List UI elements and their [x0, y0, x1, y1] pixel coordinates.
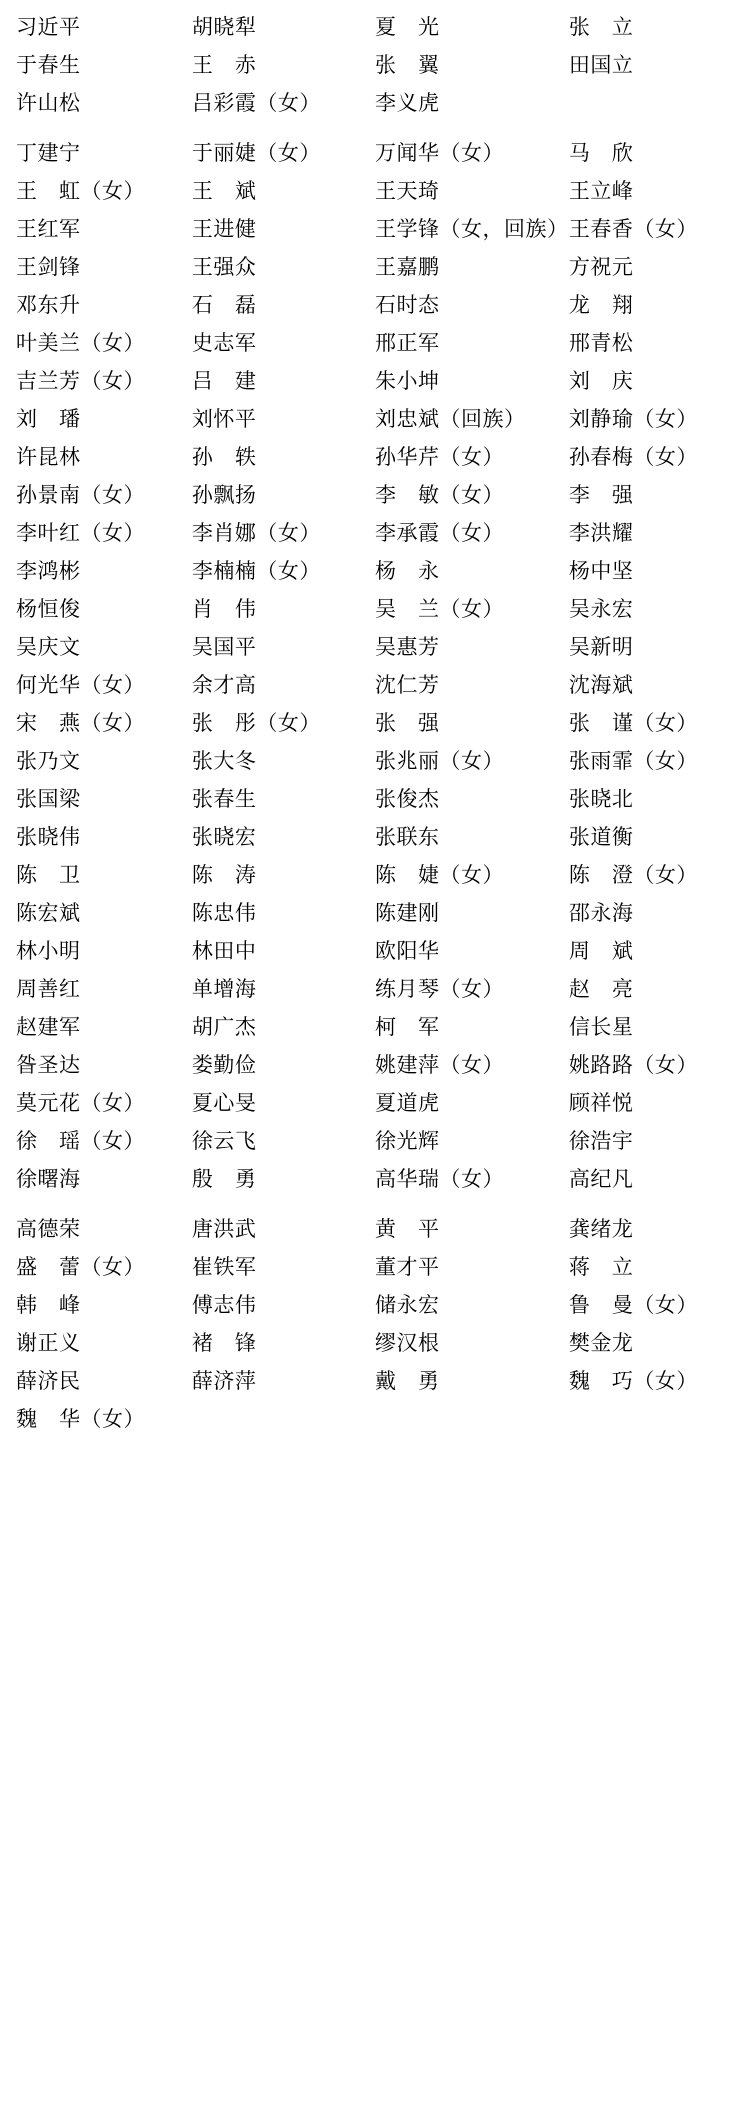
name-cell: 万闻华（女）	[374, 141, 504, 165]
name-cell: 邵永海	[568, 901, 634, 925]
spacer-cell	[569, 122, 734, 134]
name-cell: 朱小坤	[374, 369, 440, 393]
name-cell: 孙景南（女）	[16, 483, 145, 507]
name-cell: 龙 翔	[568, 293, 634, 317]
table-row	[16, 134, 734, 172]
table-row	[16, 84, 734, 122]
name-cell: 王进健	[191, 217, 257, 241]
name-cell: 赵建军	[16, 1015, 81, 1039]
name-cell: 肖 伟	[191, 597, 257, 621]
name-cell: 夏心旻	[191, 1091, 257, 1115]
name-cell: 张晓伟	[16, 825, 81, 849]
name-cell: 魏 华（女）	[16, 1407, 145, 1431]
spacer-cell	[375, 122, 569, 134]
name-cell: 吴 兰（女）	[374, 597, 504, 621]
name-cell: 吴国平	[191, 635, 257, 659]
name-cell: 邓东升	[16, 293, 81, 317]
name-cell: 杨恒俊	[16, 597, 81, 621]
table-row	[16, 8, 734, 46]
name-cell	[375, 1400, 569, 1438]
spacer-row	[16, 1198, 734, 1210]
table-row	[16, 400, 734, 438]
name-cell: 林小明	[16, 939, 81, 963]
spacer-cell	[16, 122, 192, 134]
table-row	[16, 1362, 734, 1400]
name-cell: 徐 瑶（女）	[16, 1129, 145, 1153]
table-row	[16, 780, 734, 818]
table-row	[16, 552, 734, 590]
name-cell: 李楠楠（女）	[191, 559, 321, 583]
table-row	[16, 704, 734, 742]
name-cell: 吴新明	[568, 635, 634, 659]
name-cell: 王学锋（女，回族）	[374, 217, 569, 241]
name-cell: 王剑锋	[16, 255, 81, 279]
spacer-cell	[192, 122, 375, 134]
name-cell: 练月琴（女）	[374, 977, 504, 1001]
name-cell: 顾祥悦	[568, 1091, 634, 1115]
name-cell: 吴永宏	[568, 597, 634, 621]
name-cell: 徐浩宇	[568, 1129, 634, 1153]
name-cell: 张 立	[568, 15, 634, 39]
spacer-cell	[569, 1198, 734, 1210]
table-row	[16, 1160, 734, 1198]
name-cell: 张联东	[374, 825, 440, 849]
name-cell: 戴 勇	[374, 1369, 440, 1393]
table-row	[16, 628, 734, 666]
name-cell: 余才高	[191, 673, 257, 697]
name-cell: 于丽婕（女）	[191, 141, 321, 165]
name-cell: 许山松	[16, 91, 81, 115]
name-cell: 张大冬	[191, 749, 257, 773]
name-cell: 傅志伟	[191, 1293, 257, 1317]
name-cell: 杨中坚	[568, 559, 634, 583]
table-row	[16, 514, 734, 552]
name-cell: 沈海斌	[568, 673, 634, 697]
name-cell: 方祝元	[568, 255, 634, 279]
name-cell: 习近平	[16, 15, 81, 39]
table-row	[16, 894, 734, 932]
name-cell: 黄 平	[374, 1217, 440, 1241]
name-cell: 高德荣	[16, 1217, 81, 1241]
name-cell: 龚绪龙	[568, 1217, 634, 1241]
name-cell: 陈 澄（女）	[568, 863, 698, 887]
name-cell: 欧阳华	[374, 939, 440, 963]
table-row	[16, 856, 734, 894]
name-cell: 魏 巧（女）	[568, 1369, 698, 1393]
table-row	[16, 476, 734, 514]
name-cell: 刘静瑜（女）	[568, 407, 698, 431]
name-cell: 薛济萍	[191, 1369, 257, 1393]
name-cell: 何光华（女）	[16, 673, 145, 697]
name-cell: 周善红	[16, 977, 81, 1001]
name-cell: 樊金龙	[568, 1331, 634, 1355]
name-cell: 储永宏	[374, 1293, 440, 1317]
table-row	[16, 1084, 734, 1122]
table-row	[16, 286, 734, 324]
name-cell: 谢正义	[16, 1331, 81, 1355]
name-cell: 缪汉根	[374, 1331, 440, 1355]
table-row	[16, 1210, 734, 1248]
name-cell: 李 敏（女）	[374, 483, 504, 507]
name-cell: 徐云飞	[191, 1129, 257, 1153]
table-row	[16, 1008, 734, 1046]
name-cell: 陈 卫	[16, 863, 81, 887]
name-cell: 孙 轶	[191, 445, 257, 469]
name-cell: 许昆林	[16, 445, 81, 469]
name-cell: 张晓北	[568, 787, 634, 811]
name-cell: 殷 勇	[191, 1167, 257, 1191]
name-cell: 陈 婕（女）	[374, 863, 504, 887]
name-cell: 陈建刚	[374, 901, 440, 925]
name-cell: 李肖娜（女）	[191, 521, 321, 545]
name-cell: 胡晓犁	[191, 15, 257, 39]
table-row	[16, 1324, 734, 1362]
table-row	[16, 362, 734, 400]
name-cell: 王 斌	[191, 179, 257, 203]
table-row	[16, 248, 734, 286]
name-cell: 崔铁军	[191, 1255, 257, 1279]
name-cell: 石 磊	[191, 293, 257, 317]
name-cell: 吴惠芳	[374, 635, 440, 659]
table-row	[16, 46, 734, 84]
name-cell: 张雨霏（女）	[568, 749, 698, 773]
name-cell: 王立峰	[568, 179, 634, 203]
name-cell: 李鸿彬	[16, 559, 81, 583]
name-cell: 丁建宁	[16, 141, 81, 165]
name-cell: 姚建萍（女）	[374, 1053, 504, 1077]
name-cell: 娄勤俭	[191, 1053, 257, 1077]
name-cell: 李洪耀	[568, 521, 634, 545]
name-cell: 张 强	[374, 711, 440, 735]
name-cell: 赵 亮	[568, 977, 634, 1001]
name-cell: 信长星	[568, 1015, 634, 1039]
table-row	[16, 1286, 734, 1324]
table-row	[16, 438, 734, 476]
name-cell: 刘 庆	[568, 369, 634, 393]
name-cell: 夏道虎	[374, 1091, 440, 1115]
name-cell: 昝圣达	[16, 1053, 81, 1077]
name-cell: 张兆丽（女）	[374, 749, 504, 773]
name-list-table	[16, 8, 734, 1438]
name-cell: 李承霞（女）	[374, 521, 504, 545]
name-cell: 徐光辉	[374, 1129, 440, 1153]
name-cell: 刘忠斌（回族）	[374, 407, 526, 431]
name-cell: 韩 峰	[16, 1293, 81, 1317]
name-cell: 王 虹（女）	[16, 179, 145, 203]
name-cell: 盛 蕾（女）	[16, 1255, 145, 1279]
name-cell: 刘 璠	[16, 407, 81, 431]
name-cell	[569, 1400, 734, 1438]
name-cell: 李 强	[568, 483, 634, 507]
name-cell: 张 翼	[374, 53, 440, 77]
name-cell: 王强众	[191, 255, 257, 279]
table-row	[16, 1122, 734, 1160]
name-cell: 鲁 曼（女）	[568, 1293, 698, 1317]
name-cell: 吴庆文	[16, 635, 81, 659]
name-cell: 石时态	[374, 293, 440, 317]
name-cell: 徐曙海	[16, 1167, 81, 1191]
name-cell: 沈仁芳	[374, 673, 440, 697]
spacer-cell	[192, 1198, 375, 1210]
name-cell: 姚路路（女）	[568, 1053, 698, 1077]
name-cell: 王天琦	[374, 179, 440, 203]
name-cell: 王红军	[16, 217, 81, 241]
name-cell: 李义虎	[374, 91, 440, 115]
table-row	[16, 666, 734, 704]
table-row	[16, 324, 734, 362]
table-row	[16, 1400, 734, 1438]
name-cell: 马 欣	[568, 141, 634, 165]
name-cell: 孙飘扬	[191, 483, 257, 507]
name-cell: 周 斌	[568, 939, 634, 963]
table-row	[16, 590, 734, 628]
name-cell: 唐洪武	[191, 1217, 257, 1241]
name-cell: 柯 军	[374, 1015, 440, 1039]
name-cell	[192, 1400, 375, 1438]
name-cell: 孙华芹（女）	[374, 445, 504, 469]
name-cell: 陈 涛	[191, 863, 257, 887]
name-cell: 高华瑞（女）	[374, 1167, 504, 1191]
name-cell: 单增海	[191, 977, 257, 1001]
name-cell	[569, 84, 734, 122]
name-cell: 杨 永	[374, 559, 440, 583]
name-cell: 邢青松	[568, 331, 634, 355]
name-cell: 董才平	[374, 1255, 440, 1279]
name-cell: 张春生	[191, 787, 257, 811]
name-cell: 张道衡	[568, 825, 634, 849]
name-cell: 于春生	[16, 53, 81, 77]
name-cell: 邢正军	[374, 331, 440, 355]
name-cell: 叶美兰（女）	[16, 331, 145, 355]
table-row	[16, 172, 734, 210]
name-cell: 吕彩霞（女）	[191, 91, 321, 115]
table-row	[16, 1248, 734, 1286]
table-row	[16, 742, 734, 780]
name-cell: 王 赤	[191, 53, 257, 77]
spacer-row	[16, 122, 734, 134]
name-cell: 张 谨（女）	[568, 711, 698, 735]
name-cell: 孙春梅（女）	[568, 445, 698, 469]
name-cell: 张俊杰	[374, 787, 440, 811]
table-row	[16, 1046, 734, 1084]
spacer-cell	[375, 1198, 569, 1210]
table-row	[16, 818, 734, 856]
name-cell: 陈忠伟	[191, 901, 257, 925]
table-row	[16, 210, 734, 248]
name-cell: 宋 燕（女）	[16, 711, 145, 735]
name-cell: 高纪凡	[568, 1167, 634, 1191]
name-cell: 张晓宏	[191, 825, 257, 849]
name-cell: 王嘉鹏	[374, 255, 440, 279]
name-cell: 张国梁	[16, 787, 81, 811]
name-cell: 张乃文	[16, 749, 81, 773]
name-cell: 田国立	[568, 53, 634, 77]
name-cell: 张 彤（女）	[191, 711, 321, 735]
name-cell: 王春香（女）	[568, 217, 698, 241]
name-cell: 吕 建	[191, 369, 257, 393]
name-cell: 刘怀平	[191, 407, 257, 431]
name-cell: 夏 光	[374, 15, 440, 39]
table-row	[16, 970, 734, 1008]
name-cell: 吉兰芳（女）	[16, 369, 145, 393]
spacer-cell	[16, 1198, 192, 1210]
name-cell: 林田中	[191, 939, 257, 963]
name-cell: 胡广杰	[191, 1015, 257, 1039]
name-cell: 薛济民	[16, 1369, 81, 1393]
name-cell: 蒋 立	[568, 1255, 634, 1279]
name-cell: 史志军	[191, 331, 257, 355]
table-row	[16, 932, 734, 970]
name-cell: 李叶红（女）	[16, 521, 145, 545]
name-cell: 褚 锋	[191, 1331, 257, 1355]
name-cell: 莫元花（女）	[16, 1091, 145, 1115]
name-cell: 陈宏斌	[16, 901, 81, 925]
name-list-body	[16, 8, 734, 1438]
